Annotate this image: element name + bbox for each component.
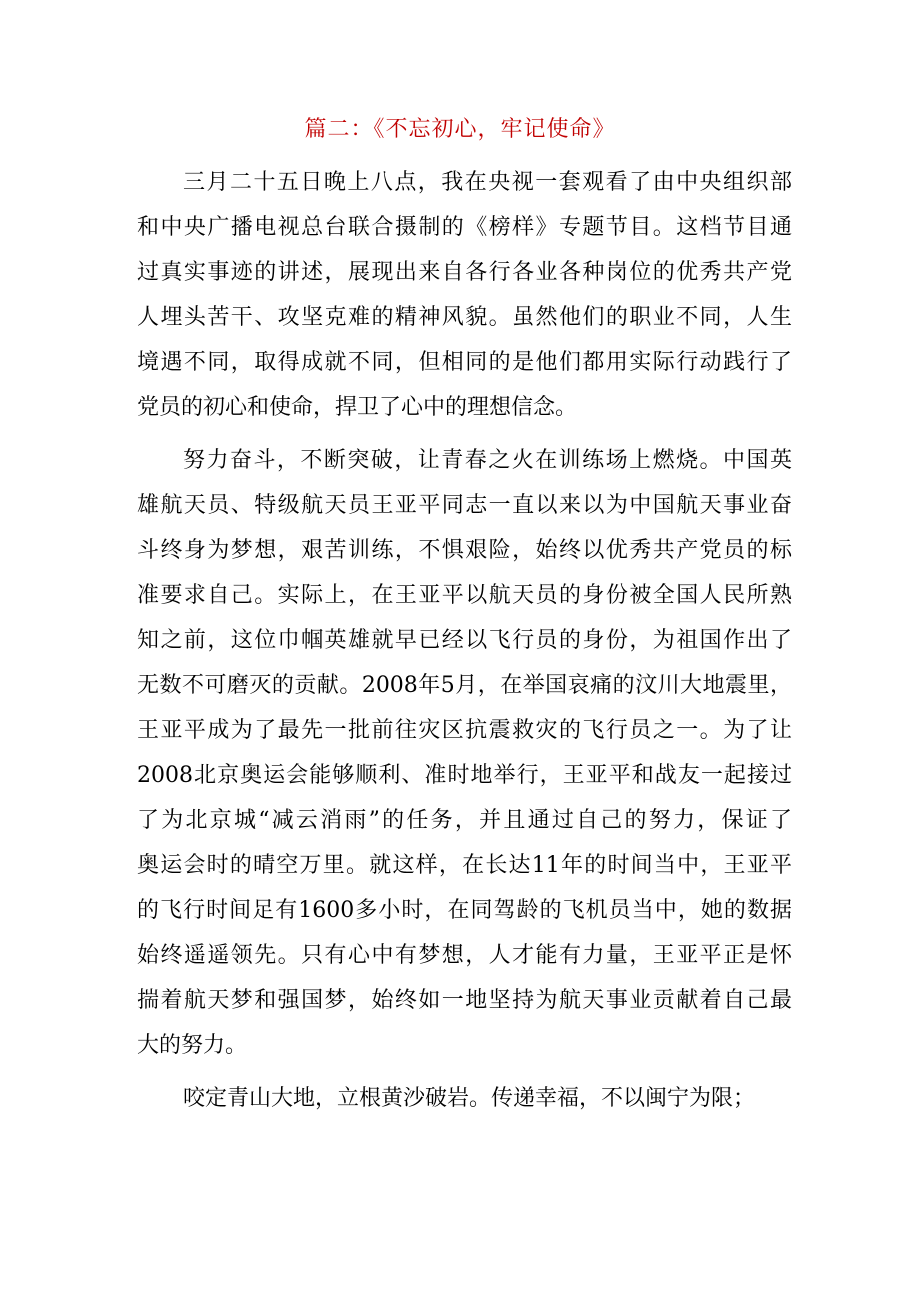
paragraph-line: 始终遥遥领先。只有心中有梦想，人才能有力量，王亚平正是怀: [137, 943, 792, 968]
paragraph-line: 奥运会时的晴空万里。就这样，在长达11年的时间当中，王亚平: [137, 853, 792, 878]
paragraph-line: 知之前，这位巾帼英雄就早已经以飞行员的身份，为祖国作出了: [137, 628, 792, 653]
paragraph-line: 2008北京奥运会能够顺利、准时地举行，王亚平和战友一起接过: [137, 763, 792, 788]
paragraph-line: 和中央广播电视总台联合摄制的《榜样》专题节目。这档节目通: [137, 215, 792, 240]
paragraph-line: 努力奋斗，不断突破，让青春之火在训练场上燃烧。中国英: [183, 448, 792, 473]
paragraph-line: 了为北京城“减云消雨”的任务，并且通过自己的努力，保证了: [137, 808, 792, 833]
paragraph-line: 斗终身为梦想，艰苦训练，不惧艰险，始终以优秀共产党员的标: [137, 538, 792, 563]
paragraph-line: 揣着航天梦和强国梦，始终如一地坚持为航天事业贡献着自己最: [137, 988, 792, 1013]
paragraph-line: 人埋头苦干、攻坚克难的精神风貌。虽然他们的职业不同，人生: [137, 305, 792, 330]
paragraph-line: 准要求自己。实际上，在王亚平以航天员的身份被全国人民所熟: [137, 583, 792, 608]
paragraph-line: 党员的初心和使命，捍卫了心中的理想信念。: [137, 395, 578, 420]
document-title: 篇二：《不忘初心，牢记使命》: [304, 117, 616, 142]
document-body: [137, 160, 792, 1121]
paragraph-line: 境遇不同，取得成就不同，但相同的是他们都用实际行动践行了: [137, 350, 792, 375]
paragraph-line: 过真实事迹的讲述，展现出来自各行各业各种岗位的优秀共产党: [137, 260, 792, 285]
paragraph-2: [137, 438, 792, 1068]
paragraph-line: 大的努力。: [137, 1033, 248, 1058]
paragraph-line: 王亚平成为了最先一批前往灾区抗震救灾的飞行员之一。为了让: [137, 718, 792, 743]
paragraph-3: [137, 1076, 792, 1121]
paragraph-line: 的飞行时间足有1600多小时，在同驾龄的飞机员当中，她的数据: [137, 898, 792, 923]
paragraph-line: 无数不可磨灭的贡献。2008年5月，在举国哀痛的汶川大地震里，: [137, 673, 792, 698]
paragraph-1: [137, 160, 792, 430]
paragraph-line: 三月二十五日晚上八点，我在央视一套观看了由中央组织部: [183, 170, 792, 195]
paragraph-line: 雄航天员、特级航天员王亚平同志一直以来以为中国航天事业奋: [137, 493, 792, 518]
paragraph-line: 咬定青山大地，立根黄沙破岩。传递幸福，不以闽宁为限；: [183, 1086, 756, 1111]
